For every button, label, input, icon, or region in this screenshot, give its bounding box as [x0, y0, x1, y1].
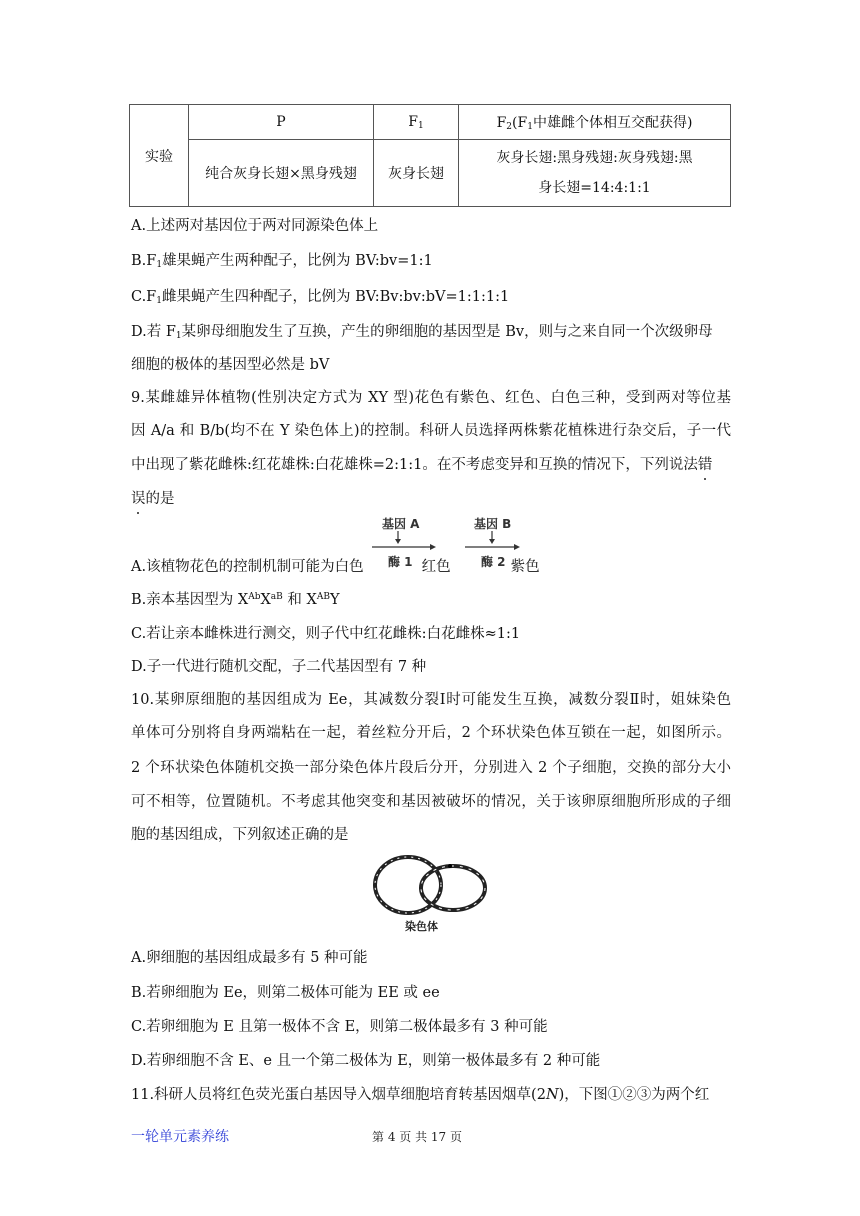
q8-option-d-cont: 细胞的极体的基因型必然是 bV — [131, 357, 330, 373]
enzyme-2-label: 酶 2 — [481, 555, 506, 569]
table-row-header: 实验 — [130, 105, 189, 207]
emphasis-dot-char: 误 — [131, 491, 146, 507]
table-col-f2: $F_2(F_1$中雄雌个体相互交配获得) — [459, 105, 731, 140]
table-header-row — [130, 105, 731, 140]
footer-series-title: 一轮单元素养练 — [131, 1129, 229, 1145]
q8-option-c: $C.F_1$雌果蝇产生四种配子，比例为 BV:Bv:bv:bV=1:1:1:1 — [131, 289, 510, 306]
q9-option-d: D.子一代进行随机交配，子二代基因型有 7 种 — [131, 659, 427, 675]
q10-stem-line2: 单体可分别将自身两端粘在一起，着丝粒分开后，2 个环状染色体互锁在一起，如图所示。 — [131, 725, 731, 741]
q9-option-b: B.亲本基因型为 $X^{Ab}X^{aB}$ 和 $X^{AB}Y$ — [131, 592, 340, 608]
q11-stem-line1: 11.科研人员将红色荧光蛋白基因导入烟草细胞培育转基因烟草(2N)，下图①②③为两个红 — [131, 1087, 710, 1103]
q9-stem-line3: 中出现了紫花雌株:红花雄株:白花雄株=2:1:1。在不考虑变异和互换的情况下，下列说法错 — [131, 457, 713, 473]
emphasis-dot-char: 错 — [697, 457, 713, 473]
table-col-f1: $F_1$ — [374, 105, 459, 140]
table-cell-p: 纯合灰身长翅×黑身残翅 — [189, 140, 374, 207]
q10-option-d: D.若卵细胞不含 E、e 且一个第二极体为 E，则第一极体最多有 2 种可能 — [131, 1053, 601, 1069]
q10-stem-line5: 胞的基因组成，下列叙述正确的是 — [131, 827, 349, 843]
enzyme-1-label: 酶 1 — [388, 555, 413, 569]
table-cell-f2: 灰身长翅:黑身残翅:灰身残翅:黑 身长翅=14:4:1:1 — [459, 140, 731, 207]
q10-option-a: A.卵细胞的基因组成最多有 5 种可能 — [131, 950, 368, 966]
table-col-p: P — [189, 105, 374, 140]
ring-chromosomes-drawing — [370, 852, 490, 922]
q9-stem-line4: 误的是 — [131, 491, 175, 507]
gene-a-label: 基因 A — [382, 517, 420, 531]
table-data-row — [130, 140, 731, 207]
gene-b-label: 基因 B — [474, 517, 512, 531]
q10-stem-line4: 可不相等，位置随机。不考虑其他突变和基因被破坏的情况，关于该卵原细胞所形成的子细 — [131, 794, 731, 810]
page-number: 第 4 页 共 17 页 — [372, 1130, 462, 1144]
q10-stem-line3: 2 个环状染色体随机交换一部分染色体片段后分开，分别进入 2 个子细胞，交换的部分大小 — [131, 760, 731, 776]
chromosome-label: 染色体 — [405, 920, 438, 933]
q10-option-b: B.若卵细胞为 Ee，则第二极体可能为 EE 或 ee — [131, 985, 440, 1001]
q10-option-c: C.若卵细胞为 E 且第一极体不含 E，则第二极体最多有 3 种可能 — [131, 1019, 548, 1035]
q9-option-c: C.若让亲本雌株进行测交，则子代中红花雌株:白花雌株≈1:1 — [131, 626, 521, 642]
table-cell-f1: 灰身长翅 — [374, 140, 459, 207]
q9-option-a: A.该植物花色的控制机制可能为白色 红色 紫色 — [131, 559, 540, 575]
q8-option-b: $B.F_1$雄果蝇产生两种配子，比例为 BV:bv=1:1 — [131, 253, 433, 270]
q9-stem-line2: 因 A/a 和 B/b(均不在 Y 染色体上)的控制。科研人员选择两株紫花植株进行杂交后，子一代 — [131, 423, 731, 439]
q10-stem-line1: 10.某卵原细胞的基因组成为 Ee，其减数分裂Ⅰ时可能发生互换，减数分裂Ⅱ时，姐妹染色 — [131, 692, 731, 708]
q9-stem-line1: 9.某雌雄异体植物(性别决定方式为 XY 型)花色有紫色、红色、白色三种，受到两对等位基 — [131, 390, 731, 406]
q8-option-a: A.上述两对基因位于两对同源染色体上 — [131, 218, 379, 234]
experiment-table — [129, 104, 731, 207]
q8-option-d: D.若 $F_1$某卵母细胞发生了互换，产生的卵细胞的基因型是 Bv，则与之来自同一个次级卵母 — [131, 324, 713, 341]
